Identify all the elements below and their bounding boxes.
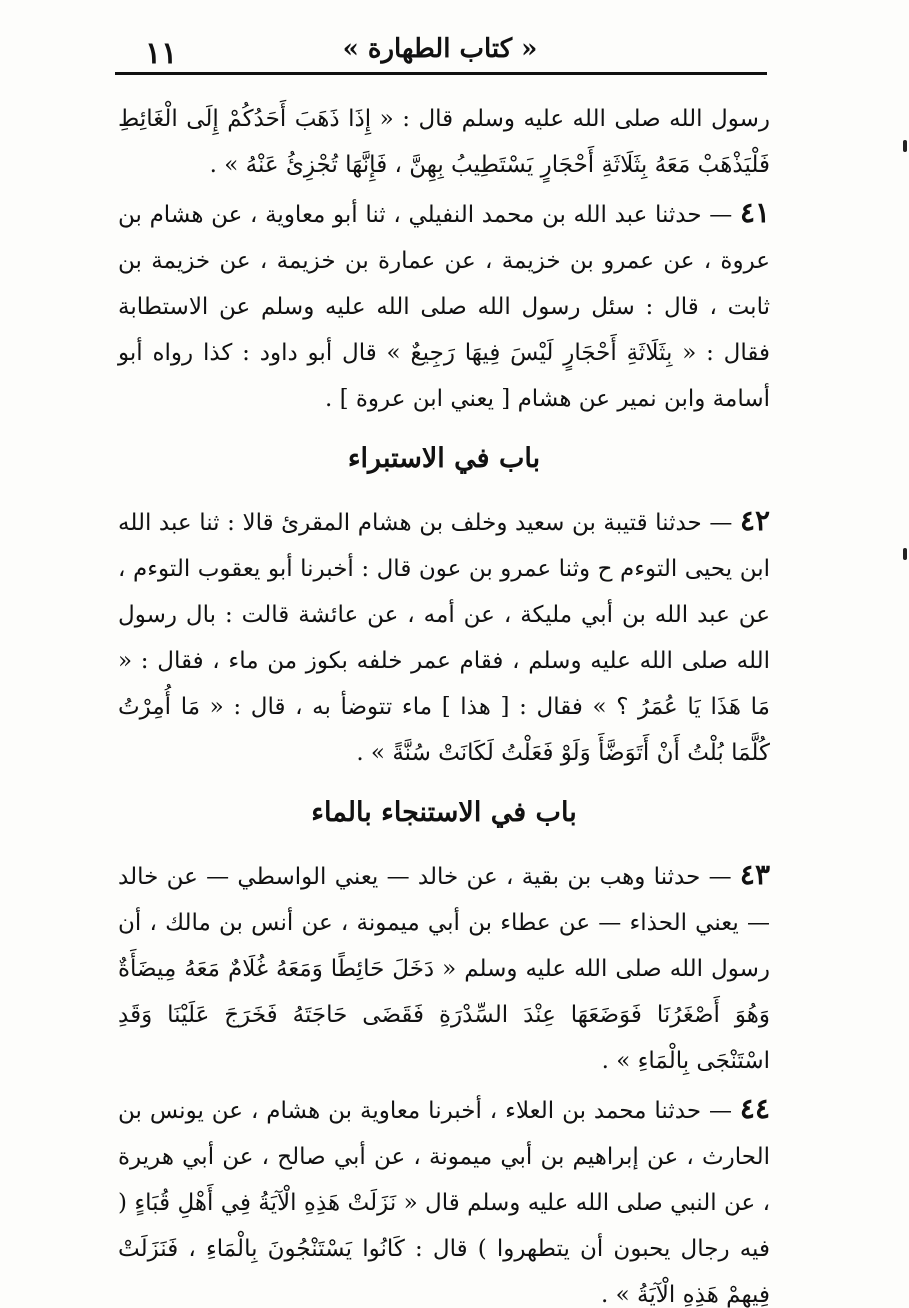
page-header: [115, 30, 765, 74]
hadith-40-continuation: رسول الله صلى الله عليه وسلم قال : « إِذَا ذَهَبَ أَحَدُكُمْ إِلَى الْغَائِطِ فَلْيَذْهَبْ مَعَهُ بِثَلَاثَةِ أَحْجَارٍ يَسْتَطِيبُ بِهِنَّ ، فَإِنَّهَا تُجْزِئُ عَنْهُ » .: [118, 106, 770, 178]
header-rule: [115, 72, 767, 75]
scan-edge-mark: [903, 140, 907, 152]
hadith-42: [118, 498, 770, 776]
hadith-number: ٤٤: [739, 1092, 770, 1125]
chapter-heading: باب في الاستبراء: [347, 443, 541, 474]
page-body: [118, 96, 770, 1308]
hadith-44: [118, 1086, 770, 1308]
hadith-number: ٤٢: [739, 504, 771, 537]
page-number: ١١: [145, 36, 178, 71]
scan-edge-mark: [903, 548, 907, 560]
hadith-text: — حدثنا عبد الله بن محمد النفيلي ، ثنا أبو معاوية ، عن هشام بن عروة ، عن عمرو بن خزيمة ، عن عمارة بن خزيمة ، عن خزيمة بن ثابت ، قال : سئل رسول الله صلى الله عليه وسلم عن الاستطابة فقال : « بِثَلَاثَةِ أَحْجَارٍ لَيْسَ فِيهَا رَجِيعٌ » قال أبو داود : كذا رواه أبو أسامة وابن نمير عن هشام [ يعني ابن عروة ] .: [118, 202, 770, 412]
hadith-number: ٤١: [739, 196, 771, 229]
hadith-43: [118, 852, 770, 1084]
chapter-heading: باب في الاستنجاء بالماء: [311, 797, 577, 828]
running-title: « كتاب الطهارة »: [342, 34, 538, 64]
hadith-text: — حدثنا وهب بن بقية ، عن خالد — يعني الواسطي — عن خالد — يعني الحذاء — عن عطاء بن أبي ميمونة ، عن أنس بن مالك ، أن رسول الله صلى الله عليه وسلم « دَخَلَ حَائِطًا وَمَعَهُ غُلَامٌ مَعَهُ مِيضَأَةٌ وَهُوَ أَصْغَرُنَا فَوَضَعَهَا عِنْدَ السِّدْرَةِ فَقَضَى حَاجَتَهُ فَخَرَجَ عَلَيْنَا وَقَدِ اسْتَنْجَى بِالْمَاءِ » .: [118, 864, 770, 1074]
hadith-text: — حدثنا محمد بن العلاء ، أخبرنا معاوية بن هشام ، عن يونس بن الحارث ، عن إبراهيم بن أبي ميمونة ، عن أبي صالح ، عن أبي هريرة ، عن النبي صلى الله عليه وسلم قال « نَزَلَتْ هَذِهِ الْآيَةُ فِي أَهْلِ قُبَاءٍ ( فيه رجال يحبون أن يتطهروا ) قال : كَانُوا يَسْتَنْجُونَ بِالْمَاءِ ، فَنَزَلَتْ فِيهِمْ هَذِهِ الْآيَةُ » .: [118, 1098, 770, 1308]
hadith-number: ٤٣: [739, 858, 770, 891]
hadith-41: [118, 190, 770, 422]
hadith-text: — حدثنا قتيبة بن سعيد وخلف بن هشام المقرئ قالا : ثنا عبد الله ابن يحيى التوءم ح وثنا عمرو بن عون قال : أخبرنا أبو يعقوب التوءم ، عن عبد الله بن أبي مليكة ، عن أمه ، عن عائشة قالت : بال رسول الله صلى الله عليه وسلم ، فقام عمر خلفه بكوز من ماء ، فقال : « مَا هَذَا يَا عُمَرُ ؟ » فقال : [ هذا ] ماء تتوضأ به ، قال : « مَا أُمِرْتُ كُلَّمَا بُلْتُ أَنْ أَتَوَضَّأَ وَلَوْ فَعَلْتُ لَكَانَتْ سُنَّةً » .: [118, 510, 770, 766]
